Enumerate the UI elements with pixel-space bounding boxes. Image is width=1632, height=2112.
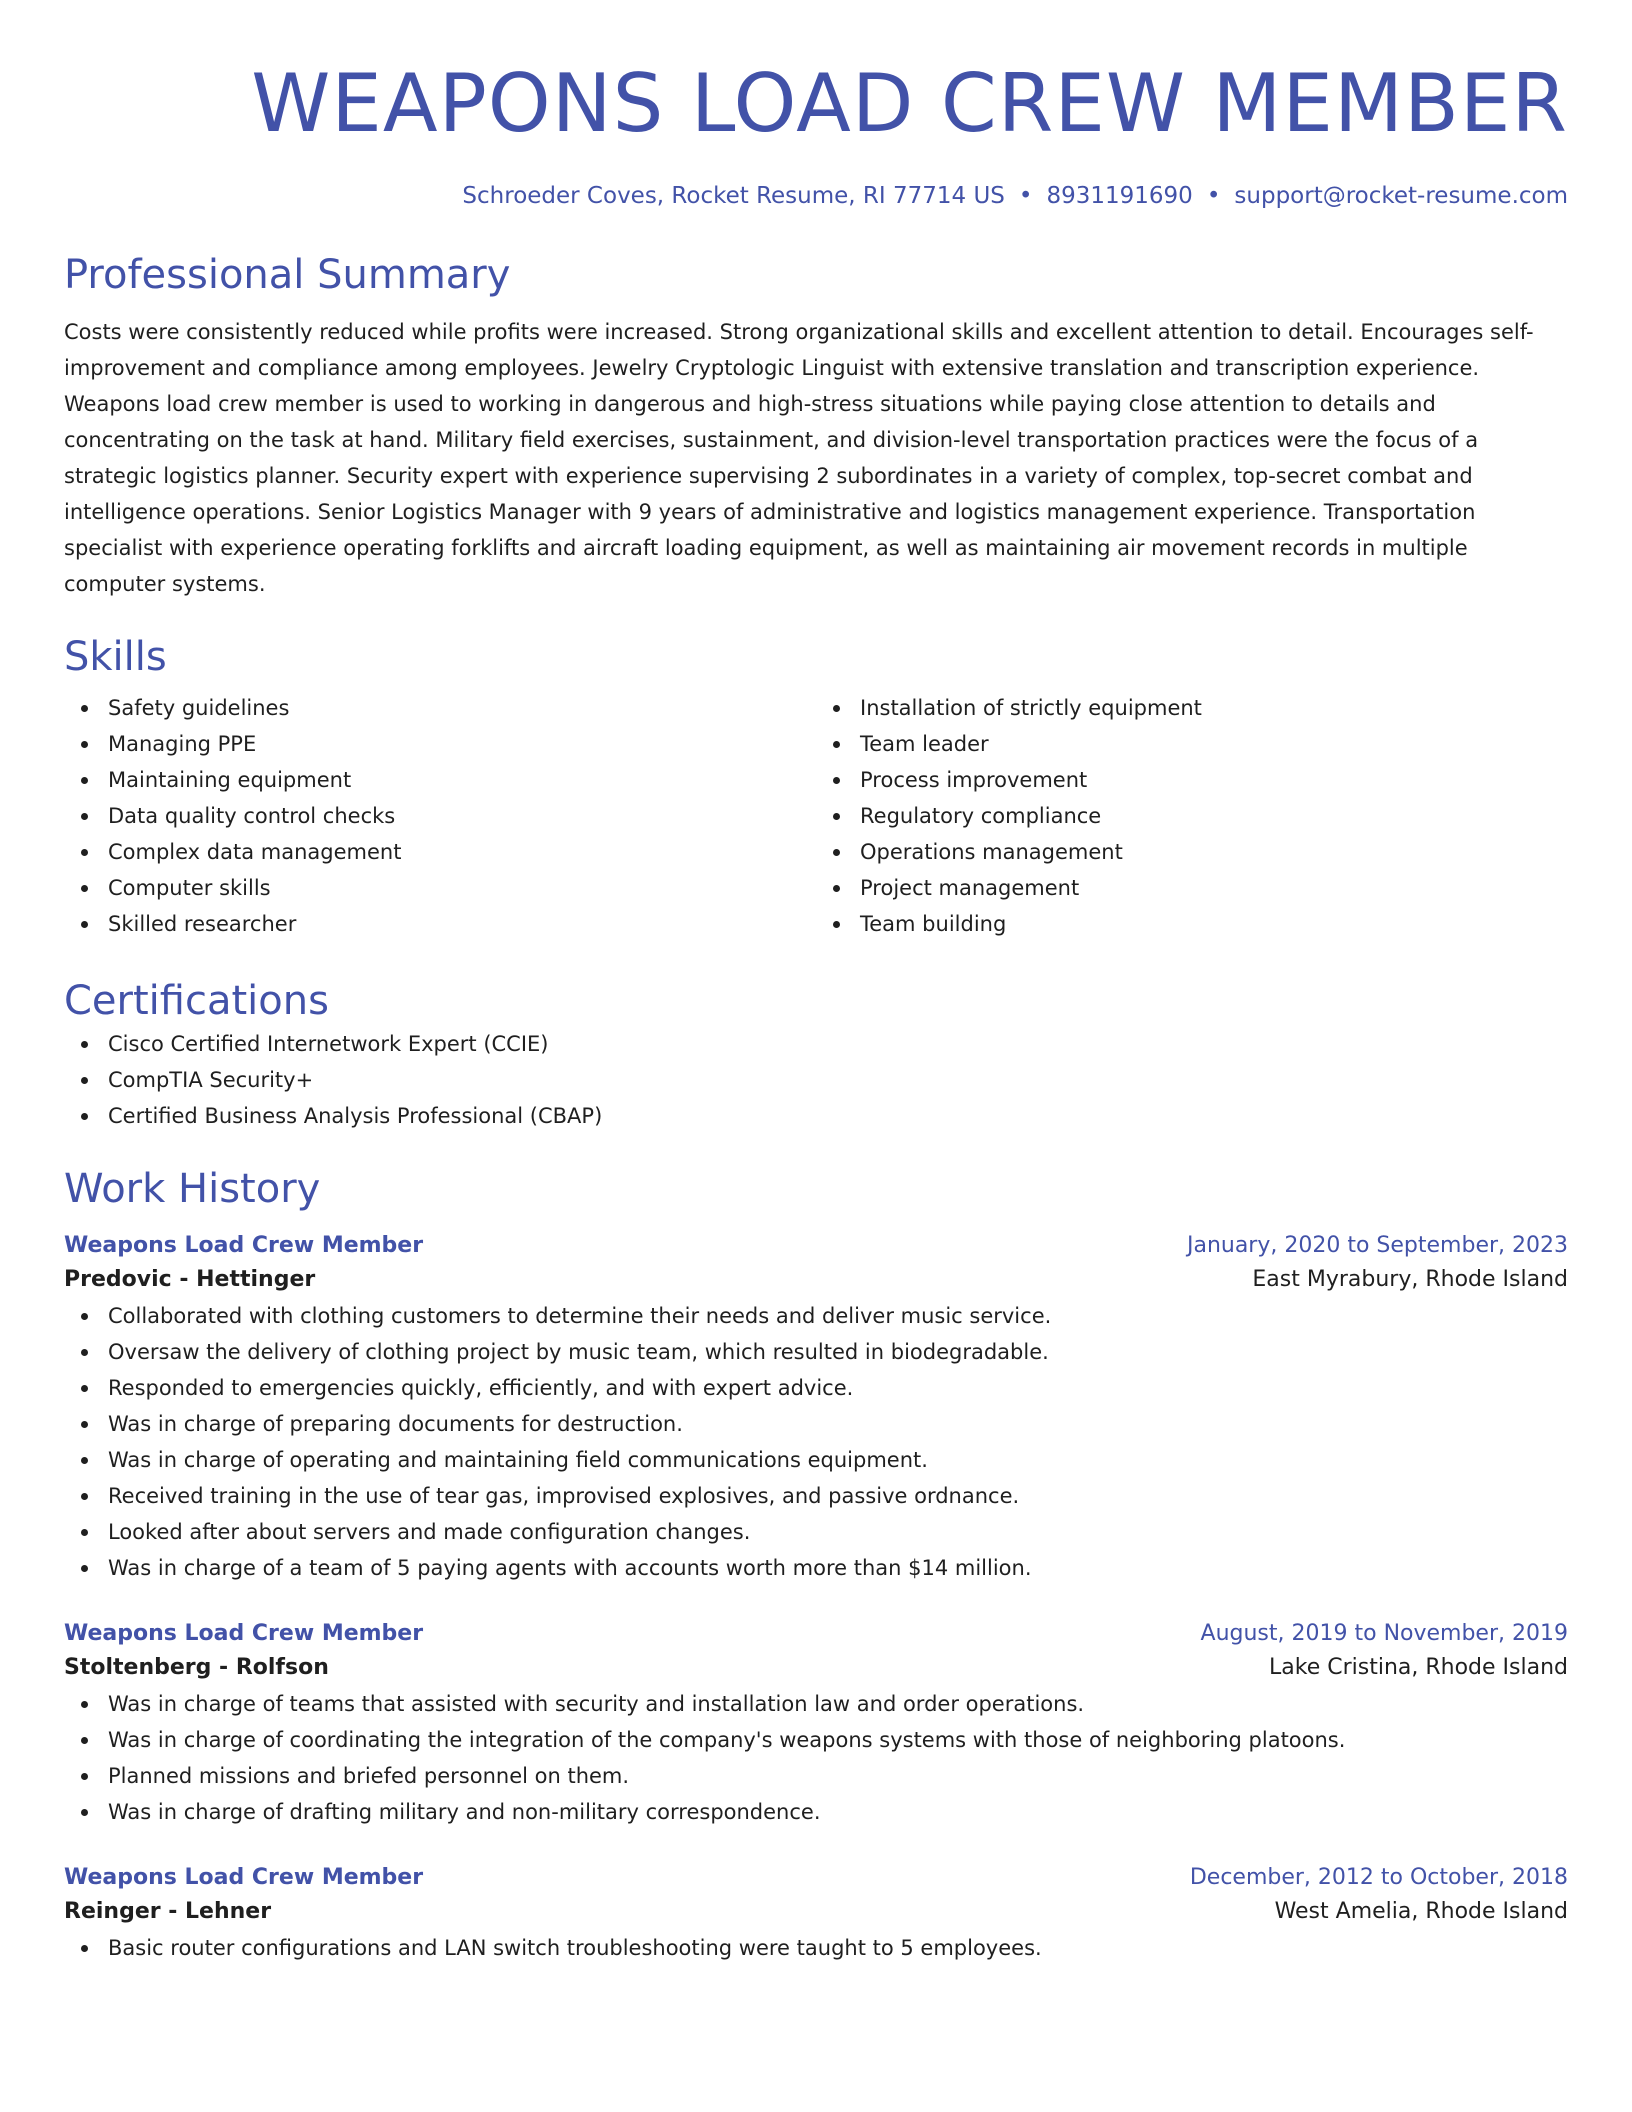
job-title: Weapons Load Crew Member [64, 1865, 424, 1890]
job-dates: December, 2012 to October, 2018 [1189, 1865, 1568, 1890]
skill-item: Operations management [860, 834, 1568, 870]
certifications-heading: Certifications [64, 978, 329, 1024]
job-duty: Was in charge of drafting military and non-military correspondence. [108, 1794, 1568, 1830]
job-duty: Was in charge of preparing documents for destruction. [108, 1406, 1568, 1442]
job-title: Weapons Load Crew Member [64, 1233, 424, 1258]
skill-item: Complex data management [108, 834, 816, 870]
job-duty: Was in charge of operating and maintaining field communications equipment. [108, 1442, 1568, 1478]
skills-heading: Skills [64, 634, 167, 680]
contact-phone: 8931191690 [1046, 183, 1193, 209]
job-duties-list [64, 1686, 1568, 1830]
job-duties-list [64, 1930, 1568, 1966]
job-entry [64, 1862, 1568, 1966]
work-history-heading: Work History [64, 1166, 321, 1212]
certification-item: CompTIA Security+ [108, 1062, 1568, 1098]
job-duty: Basic router configurations and LAN switch troubleshooting were taught to 5 employees. [108, 1930, 1568, 1966]
skill-item: Team leader [860, 726, 1568, 762]
contact-separator: • [1018, 183, 1033, 209]
job-company: Predovic - Hettinger [64, 1267, 316, 1292]
job-entry [64, 1230, 1568, 1586]
job-location: Lake Cristina, Rhode Island [1269, 1655, 1568, 1680]
skill-item: Installation of strictly equipment [860, 690, 1568, 726]
job-company: Stoltenberg - Rolfson [64, 1655, 329, 1680]
summary-text: Costs were consistently reduced while profits were increased. Strong organizational skills and excellent attention to detail. Encourages self-improvement and compliance among employees. Jewelry Cryptologic Linguist with extensive translation and transcription experience. Weapons load crew member is used to working in dangerous and high-stress situations while paying close attention to details and concentrating on the task at hand. Military field exercises, sustainment, and division-level transportation practices were the focus of a strategic logistics planner. Security expert with experience supervising 2 subordinates in a variety of complex, top-secret combat and intelligence operations. Senior Logistics Manager with 9 years of administrative and logistics management experience. Transportation specialist with experience operating forklifts and aircraft loading equipment, as well as maintaining air movement records in multiple computer systems. [64, 320, 1534, 596]
resume-name: WEAPONS LOAD CREW MEMBER [251, 57, 1568, 150]
contact-address: Schroeder Coves, Rocket Resume, RI 77714 US [462, 183, 1005, 209]
job-header [64, 1230, 1568, 1262]
contact-email: support@rocket-resume.com [1234, 183, 1568, 209]
job-duty: Planned missions and briefed personnel on them. [108, 1758, 1568, 1794]
job-duty: Responded to emergencies quickly, efficiently, and with expert advice. [108, 1370, 1568, 1406]
job-location: East Myrabury, Rhode Island [1252, 1267, 1568, 1292]
skill-item: Maintaining equipment [108, 762, 816, 798]
job-duty: Was in charge of teams that assisted with security and installation law and order operations. [108, 1686, 1568, 1722]
job-header [64, 1618, 1568, 1650]
job-entry [64, 1618, 1568, 1830]
skill-item: Regulatory compliance [860, 798, 1568, 834]
job-duty: Collaborated with clothing customers to determine their needs and deliver music service. [108, 1298, 1568, 1334]
skills-columns [64, 690, 1568, 942]
job-duty: Oversaw the delivery of clothing project by music team, which resulted in biodegradable. [108, 1334, 1568, 1370]
job-duty: Was in charge of coordinating the integration of the company's weapons systems with those of neighboring platoons. [108, 1722, 1568, 1758]
skills-list-left [64, 690, 816, 942]
contact-line [64, 180, 1568, 212]
job-subheader [64, 1894, 1568, 1930]
job-dates: January, 2020 to September, 2023 [1186, 1233, 1568, 1258]
contact-separator: • [1206, 183, 1221, 209]
job-duty: Was in charge of a team of 5 paying agents with accounts worth more than $14 million. [108, 1550, 1568, 1586]
skill-item: Safety guidelines [108, 690, 816, 726]
certification-item: Cisco Certified Internetwork Expert (CCIE) [108, 1026, 1568, 1062]
skill-item: Computer skills [108, 870, 816, 906]
skill-item: Process improvement [860, 762, 1568, 798]
job-title: Weapons Load Crew Member [64, 1621, 424, 1646]
skill-item: Managing PPE [108, 726, 816, 762]
job-duty: Received training in the use of tear gas, improvised explosives, and passive ordnance. [108, 1478, 1568, 1514]
skill-item: Team building [860, 906, 1568, 942]
job-location: West Amelia, Rhode Island [1274, 1899, 1568, 1924]
skill-item: Project management [860, 870, 1568, 906]
skill-item: Skilled researcher [108, 906, 816, 942]
job-subheader [64, 1650, 1568, 1686]
certification-item: Certified Business Analysis Professional (CBAP) [108, 1098, 1568, 1134]
job-duties-list [64, 1298, 1568, 1586]
skills-list-right [816, 690, 1568, 942]
job-subheader [64, 1262, 1568, 1298]
skill-item: Data quality control checks [108, 798, 816, 834]
certifications-list [64, 1026, 1568, 1134]
job-duty: Looked after about servers and made configuration changes. [108, 1514, 1568, 1550]
job-company: Reinger - Lehner [64, 1899, 272, 1924]
summary-heading: Professional Summary [64, 252, 511, 298]
job-dates: August, 2019 to November, 2019 [1200, 1621, 1568, 1646]
job-header [64, 1862, 1568, 1894]
